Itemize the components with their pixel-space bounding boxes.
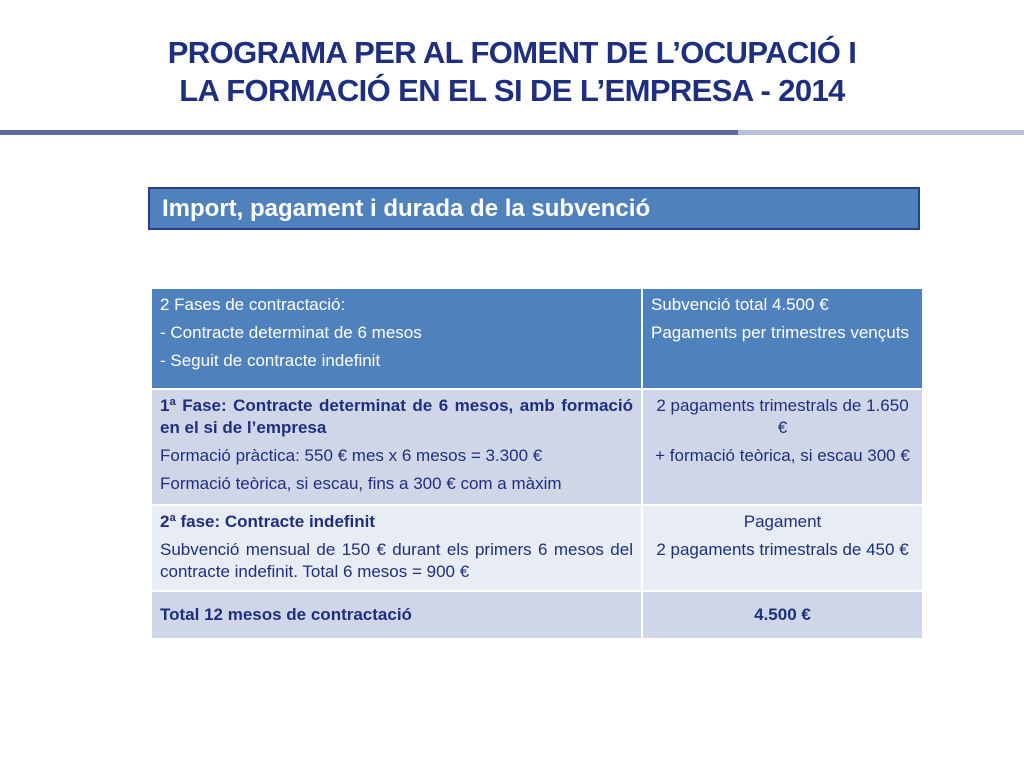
total-label-cell: Total 12 mesos de contractació: [151, 591, 642, 639]
header-left-cell: [151, 288, 642, 389]
table-row-phase-2: [151, 505, 923, 591]
header-right-line: Pagaments per trimestres vençuts: [651, 323, 909, 342]
phase-1-left-cell: [151, 389, 642, 505]
phase-1-payment-line: 2 pagaments trimestrals de 1.650 €: [656, 396, 909, 437]
title-line-1: PROGRAMA PER AL FOMENT DE L’OCUPACIÓ I: [167, 35, 857, 70]
phase-2-right-cell: [642, 505, 923, 591]
total-value-cell: 4.500 €: [642, 591, 923, 639]
phase-2-payment-line: 2 pagaments trimestrals de 450 €: [656, 540, 909, 559]
header-left-line: 2 Fases de contractació:: [160, 295, 346, 314]
title-line-2: LA FORMACIÓ EN EL SI DE L’EMPRESA - 2014: [179, 73, 845, 108]
header-left-line: - Seguit de contracte indefinit: [160, 351, 381, 370]
title-rule-light: [738, 130, 1024, 135]
header-left-line: - Contracte determinat de 6 mesos: [160, 323, 422, 342]
phase-1-heading: 1ª Fase: Contracte determinat de 6 mesos, amb formació en el si de l’empresa: [160, 396, 633, 437]
header-right-cell: [642, 288, 923, 389]
phase-1-payment-line: + formació teòrica, si escau 300 €: [655, 446, 910, 465]
phase-1-right-cell: [642, 389, 923, 505]
title-rule-dark: [0, 130, 738, 135]
phase-1-line: Formació pràctica: 550 € mes x 6 mesos = 3.300 €: [160, 446, 543, 465]
section-subtitle: Import, pagament i durada de la subvenció: [148, 187, 920, 230]
header-right-line: Subvenció total 4.500 €: [651, 295, 829, 314]
table-row-phase-1: [151, 389, 923, 505]
phase-2-heading: 2ª fase: Contracte indefinit: [160, 512, 376, 531]
table-row-header: [151, 288, 923, 389]
phase-2-line: Subvenció mensual de 150 € durant els primers 6 mesos del contracte indefinit. Total 6 mesos = 900 €: [160, 540, 633, 581]
subsidy-table: [150, 287, 924, 640]
phase-2-left-cell: [151, 505, 642, 591]
table-row-total: [151, 591, 923, 639]
slide-title: [0, 34, 1024, 110]
phase-1-line: Formació teòrica, si escau, fins a 300 € com a màxim: [160, 474, 562, 493]
phase-2-payment-line: Pagament: [743, 512, 822, 531]
